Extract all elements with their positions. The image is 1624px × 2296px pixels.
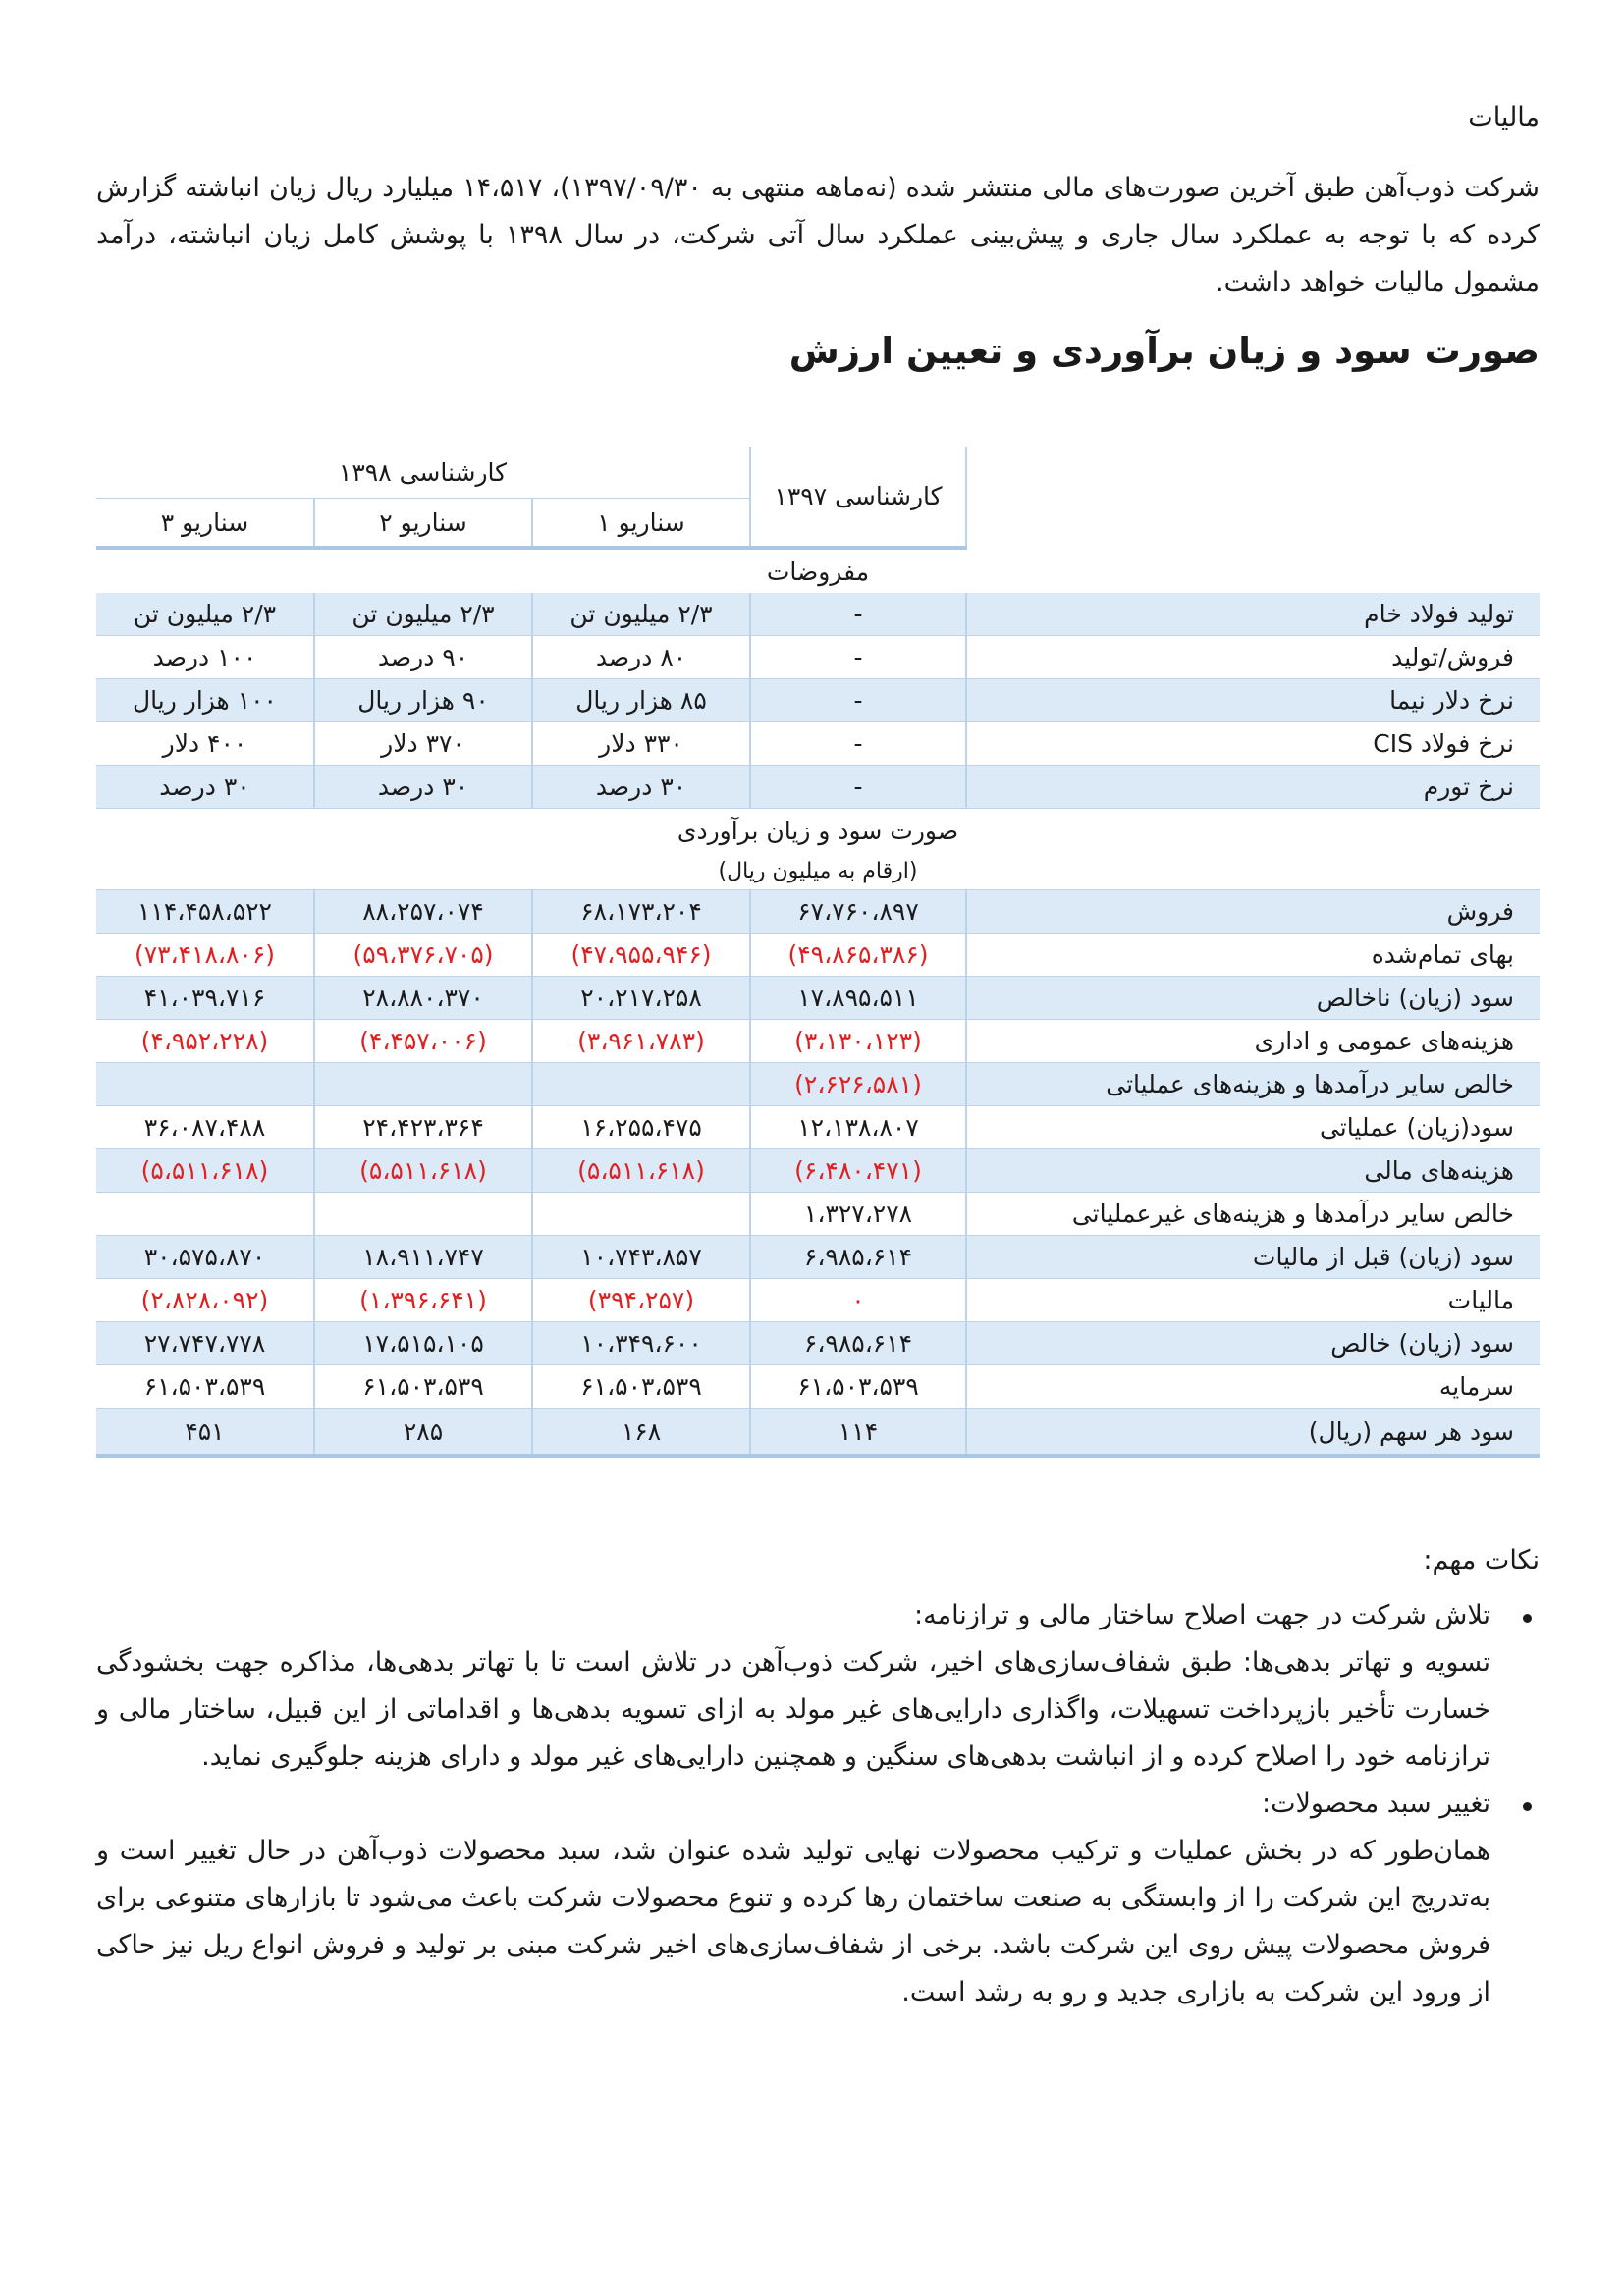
cell-s2: ۲۸،۸۸۰،۳۷۰ bbox=[314, 977, 532, 1020]
income-row bbox=[96, 1279, 1540, 1322]
income-section-row bbox=[96, 809, 1540, 853]
cell-s1: ۱۰،۷۴۳،۸۵۷ bbox=[532, 1236, 750, 1279]
row-label: سود (زیان) قبل از مالیات bbox=[966, 1236, 1540, 1279]
row-label: خالص سایر درآمدها و هزینه‌های عملیاتی bbox=[966, 1063, 1540, 1106]
tax-paragraph: شرکت ذوب‌آهن طبق آخرین صورت‌های مالی منتشر شده (نه‌ماهه منتهی به ۱۳۹۷/۰۹/۳۰)، ۱۴،۵۱۷ میلیارد ریال زیان انباشته گزارش کرده که با توجه به عملکرد سال جاری و پیش‌بینی عملکرد سال آتی شرکت، در سال ۱۳۹۸ با پوشش کامل زیان انباشته، درآمد مشمول مالیات خواهد داشت. bbox=[96, 173, 1540, 297]
assumption-row bbox=[96, 722, 1540, 766]
row-label: هزینه‌های عمومی و اداری bbox=[966, 1020, 1540, 1063]
header-scenario-3: سناریو ۳ bbox=[96, 499, 314, 549]
note-bullet-title: تلاش شرکت در جهت اصلاح ساختار مالی و ترازنامه: bbox=[914, 1600, 1490, 1630]
income-row bbox=[96, 1236, 1540, 1279]
cell-y1397: - bbox=[750, 593, 966, 636]
cell-s3: ۱۰۰ هزار ریال bbox=[96, 679, 314, 722]
note-bullet-title: تغییر سبد محصولات: bbox=[1261, 1789, 1490, 1819]
cell-y1397: ۶،۹۸۵،۶۱۴ bbox=[750, 1236, 966, 1279]
income-statement-table bbox=[96, 447, 1540, 1458]
cell-s2: (۴،۴۵۷،۰۰۶) bbox=[314, 1020, 532, 1063]
cell-s3: (۲،۸۲۸،۰۹۲) bbox=[96, 1279, 314, 1322]
income-row bbox=[96, 1063, 1540, 1106]
cell-s1: ۱۶۸ bbox=[532, 1409, 750, 1457]
income-subtitle: (ارقام به میلیون ریال) bbox=[96, 852, 1540, 890]
cell-s1: ۶۸،۱۷۳،۲۰۴ bbox=[532, 890, 750, 934]
cell-y1397: ۱۷،۸۹۵،۵۱۱ bbox=[750, 977, 966, 1020]
cell-y1397: - bbox=[750, 679, 966, 722]
cell-s2: ۲/۳ میلیون تن bbox=[314, 593, 532, 636]
cell-s1: (۳۹۴،۲۵۷) bbox=[532, 1279, 750, 1322]
cell-s2: ۹۰ درصد bbox=[314, 636, 532, 679]
assumption-row bbox=[96, 766, 1540, 809]
header-empty-cell bbox=[966, 447, 1540, 548]
cell-s3: ۴۱،۰۳۹،۷۱۶ bbox=[96, 977, 314, 1020]
income-title: صورت سود و زیان برآوردی bbox=[677, 816, 959, 845]
income-row bbox=[96, 977, 1540, 1020]
income-row bbox=[96, 1409, 1540, 1457]
cell-s2: (۵۹،۳۷۶،۷۰۵) bbox=[314, 934, 532, 977]
row-label: فروش/تولید bbox=[966, 636, 1540, 679]
cell-y1397: (۴۹،۸۶۵،۳۸۶) bbox=[750, 934, 966, 977]
notes-title: نکات مهم: bbox=[1423, 1545, 1540, 1575]
cell-s3: (۵،۵۱۱،۶۱۸) bbox=[96, 1149, 314, 1193]
bullet-dot-icon bbox=[1523, 1802, 1532, 1811]
cell-s1: ۳۳۰ دلار bbox=[532, 722, 750, 766]
cell-s3 bbox=[96, 1193, 314, 1236]
row-label: سود (زیان) ناخالص bbox=[966, 977, 1540, 1020]
note-bullet bbox=[96, 1592, 1540, 1781]
cell-y1397: (۶،۴۸۰،۴۷۱) bbox=[750, 1149, 966, 1193]
cell-y1397: ۶،۹۸۵،۶۱۴ bbox=[750, 1322, 966, 1365]
income-row bbox=[96, 1365, 1540, 1409]
cell-y1397: - bbox=[750, 722, 966, 766]
cell-s2: ۱۸،۹۱۱،۷۴۷ bbox=[314, 1236, 532, 1279]
assumptions-title: مفروضات bbox=[766, 557, 870, 586]
cell-y1397: - bbox=[750, 636, 966, 679]
cell-y1397: ۱۱۴ bbox=[750, 1409, 966, 1457]
cell-s2 bbox=[314, 1063, 532, 1106]
cell-y1397: (۳،۱۳۰،۱۲۳) bbox=[750, 1020, 966, 1063]
row-label: مالیات bbox=[966, 1279, 1540, 1322]
cell-y1397: ۰ bbox=[750, 1279, 966, 1322]
cell-s1: (۵،۵۱۱،۶۱۸) bbox=[532, 1149, 750, 1193]
header-1397: کارشناسی ۱۳۹۷ bbox=[750, 447, 966, 548]
income-row bbox=[96, 1193, 1540, 1236]
assumption-row bbox=[96, 593, 1540, 636]
row-label: خالص سایر درآمدها و هزینه‌های غیرعملیاتی bbox=[966, 1193, 1540, 1236]
income-row bbox=[96, 1106, 1540, 1149]
income-row bbox=[96, 934, 1540, 977]
header-scenario-1: سناریو ۱ bbox=[532, 499, 750, 549]
bullet-dot-icon bbox=[1523, 1614, 1532, 1623]
cell-s1 bbox=[532, 1193, 750, 1236]
cell-s1: (۳،۹۶۱،۷۸۳) bbox=[532, 1020, 750, 1063]
cell-s3: ۳۰،۵۷۵،۸۷۰ bbox=[96, 1236, 314, 1279]
cell-s2: ۳۰ درصد bbox=[314, 766, 532, 809]
header-1398-group: کارشناسی ۱۳۹۸ bbox=[338, 457, 508, 487]
income-subtitle-row bbox=[96, 852, 1540, 890]
cell-s1: ۸۰ درصد bbox=[532, 636, 750, 679]
row-label: نرخ تورم bbox=[966, 766, 1540, 809]
table-header-row bbox=[96, 447, 1540, 499]
row-label: سود(زیان) عملیاتی bbox=[966, 1106, 1540, 1149]
assumption-row bbox=[96, 679, 1540, 722]
cell-y1397: (۲،۶۲۶،۵۸۱) bbox=[750, 1063, 966, 1106]
row-label: بهای تمام‌شده bbox=[966, 934, 1540, 977]
cell-s2: ۶۱،۵۰۳،۵۳۹ bbox=[314, 1365, 532, 1409]
cell-s2: ۳۷۰ دلار bbox=[314, 722, 532, 766]
row-label: هزینه‌های مالی bbox=[966, 1149, 1540, 1193]
cell-y1397: - bbox=[750, 766, 966, 809]
row-label: تولید فولاد خام bbox=[966, 593, 1540, 636]
header-scenario-2: سناریو ۲ bbox=[314, 499, 532, 549]
assumptions-section-row bbox=[96, 548, 1540, 593]
note-bullet bbox=[96, 1781, 1540, 2016]
cell-s2: ۱۷،۵۱۵،۱۰۵ bbox=[314, 1322, 532, 1365]
row-label: سرمایه bbox=[966, 1365, 1540, 1409]
cell-s1: (۴۷،۹۵۵،۹۴۶) bbox=[532, 934, 750, 977]
income-row bbox=[96, 890, 1540, 934]
cell-s1: ۳۰ درصد bbox=[532, 766, 750, 809]
tax-heading: مالیات bbox=[1468, 102, 1540, 133]
cell-s3: ۶۱،۵۰۳،۵۳۹ bbox=[96, 1365, 314, 1409]
cell-s3: ۳۰ درصد bbox=[96, 766, 314, 809]
cell-s3: ۲۷،۷۴۷،۷۷۸ bbox=[96, 1322, 314, 1365]
valuation-title: صورت سود و زیان برآوردی و تعیین ارزش bbox=[788, 330, 1540, 372]
row-label: فروش bbox=[966, 890, 1540, 934]
cell-s1: ۸۵ هزار ریال bbox=[532, 679, 750, 722]
cell-s1: ۶۱،۵۰۳،۵۳۹ bbox=[532, 1365, 750, 1409]
cell-s1: ۲/۳ میلیون تن bbox=[532, 593, 750, 636]
cell-s2: ۲۸۵ bbox=[314, 1409, 532, 1457]
cell-s3: ۳۶،۰۸۷،۴۸۸ bbox=[96, 1106, 314, 1149]
row-label: سود هر سهم (ریال) bbox=[966, 1409, 1540, 1457]
cell-y1397: ۱،۳۲۷،۲۷۸ bbox=[750, 1193, 966, 1236]
cell-s2: ۹۰ هزار ریال bbox=[314, 679, 532, 722]
cell-y1397: ۱۲،۱۳۸،۸۰۷ bbox=[750, 1106, 966, 1149]
note-bullet-body: همان‌طور که در بخش عملیات و ترکیب محصولات نهایی تولید شده عنوان شد، سبد محصولات ذوب‌آهن در حال تغییر است و به‌تدریج این شرکت را از وابستگی به صنعت ساختمان رها کرده و تنوع محصولات شرکت باعث می‌شود تا بازارهای متنوعی برای فروش محصولات پیش روی این شرکت باشد. برخی از شفاف‌سازی‌های اخیر شرکت مبنی بر تولید و فروش انواع ریل نیز حاکی از ورود این شرکت به بازاری جدید و رو به رشد است. bbox=[96, 1836, 1490, 2007]
income-row bbox=[96, 1149, 1540, 1193]
row-label: سود (زیان) خالص bbox=[966, 1322, 1540, 1365]
cell-s2 bbox=[314, 1193, 532, 1236]
assumption-row bbox=[96, 636, 1540, 679]
cell-s3: ۲/۳ میلیون تن bbox=[96, 593, 314, 636]
cell-s2: ۲۴،۴۲۳،۳۶۴ bbox=[314, 1106, 532, 1149]
cell-s3: ۴۰۰ دلار bbox=[96, 722, 314, 766]
cell-s2: (۱،۳۹۶،۶۴۱) bbox=[314, 1279, 532, 1322]
cell-s1 bbox=[532, 1063, 750, 1106]
notes-list bbox=[96, 1592, 1540, 2016]
income-row bbox=[96, 1020, 1540, 1063]
cell-s3: (۴،۹۵۲،۲۲۸) bbox=[96, 1020, 314, 1063]
cell-s3: (۷۳،۴۱۸،۸۰۶) bbox=[96, 934, 314, 977]
cell-y1397: ۶۷،۷۶۰،۸۹۷ bbox=[750, 890, 966, 934]
note-bullet-body: تسویه و تهاتر بدهی‌ها: طبق شفاف‌سازی‌های اخیر، شرکت ذوب‌آهن در تلاش است تا با تهاتر بدهی‌ها، مذاکره جهت بخشودگی خسارت تأخیر بازپرداخت تسهیلات، واگذاری دارایی‌های غیر مولد به ازای تسویه بدهی‌ها و اقداماتی از این قبیل، ساختار مالی و ترازنامه خود را اصلاح کرده و از انباشت بدهی‌های سنگین و همچنین دارایی‌های غیر مولد و دارای هزینه جلوگیری نماید. bbox=[96, 1647, 1490, 1772]
row-label: نرخ دلار نیما bbox=[966, 679, 1540, 722]
row-label: نرخ فولاد CIS bbox=[966, 722, 1540, 766]
cell-s3: ۴۵۱ bbox=[96, 1409, 314, 1457]
cell-y1397: ۶۱،۵۰۳،۵۳۹ bbox=[750, 1365, 966, 1409]
cell-s3: ۱۰۰ درصد bbox=[96, 636, 314, 679]
cell-s1: ۱۰،۳۴۹،۶۰۰ bbox=[532, 1322, 750, 1365]
income-row bbox=[96, 1322, 1540, 1365]
cell-s2: ۸۸،۲۵۷،۰۷۴ bbox=[314, 890, 532, 934]
cell-s1: ۲۰،۲۱۷،۲۵۸ bbox=[532, 977, 750, 1020]
cell-s3 bbox=[96, 1063, 314, 1106]
cell-s1: ۱۶،۲۵۵،۴۷۵ bbox=[532, 1106, 750, 1149]
cell-s3: ۱۱۴،۴۵۸،۵۲۲ bbox=[96, 890, 314, 934]
cell-s2: (۵،۵۱۱،۶۱۸) bbox=[314, 1149, 532, 1193]
